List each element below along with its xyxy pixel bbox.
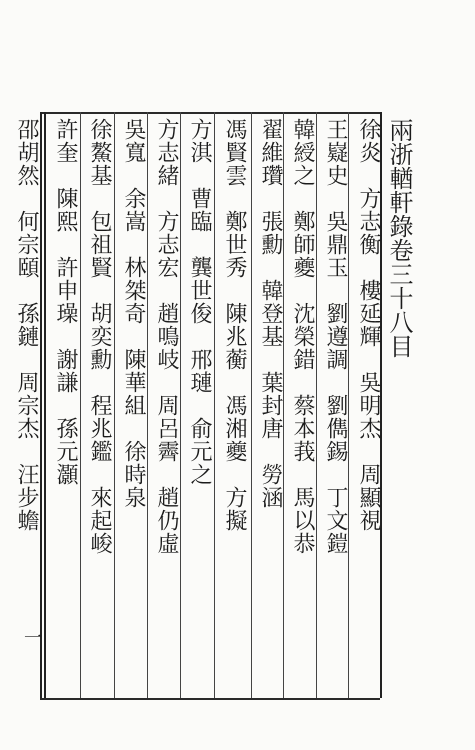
name-entry: 許申璪 <box>53 256 78 325</box>
name-entry: 龔世俊 <box>187 256 212 325</box>
name-entry: 許奎 <box>53 118 78 164</box>
name-entry: 何宗頤 <box>14 210 39 279</box>
name-entry: 吳明杰 <box>356 371 381 440</box>
name-entry: 劉儁錫 <box>323 394 348 463</box>
name-entry: 鄭世秀 <box>222 210 247 279</box>
name-entry: 丁文鎧 <box>323 486 348 555</box>
name-entry: 邢璉 <box>187 348 212 394</box>
name-entry: 來起峻 <box>87 486 112 555</box>
name-entry: 趙鳴岐 <box>154 302 179 371</box>
name-entry: 陳華組 <box>121 348 146 417</box>
name-entry: 汪步蟾 <box>14 463 39 532</box>
name-entry: 吳寬 <box>121 118 146 164</box>
name-column <box>115 118 151 688</box>
name-entry: 孫元灝 <box>53 417 78 486</box>
name-entry: 陳兆蘅 <box>222 302 247 371</box>
name-entry: 方志宏 <box>154 210 179 279</box>
name-column <box>317 118 353 688</box>
name-entry: 翟維瓚 <box>258 118 283 187</box>
name-column <box>10 118 44 688</box>
name-entry: 林桀奇 <box>121 256 146 325</box>
name-column <box>252 118 288 688</box>
name-entry: 韓登基 <box>258 279 283 348</box>
name-entry: 曹臨 <box>187 187 212 233</box>
name-entry: 徐鰲基 <box>87 118 112 187</box>
name-entry: 馬以恭 <box>290 486 315 555</box>
name-entry: 韓綬之 <box>290 118 315 187</box>
name-entry: 樓延輝 <box>356 279 381 348</box>
name-entry: 方淇 <box>187 118 212 164</box>
name-entry: 趙仍虛 <box>154 486 179 555</box>
column-rule <box>44 112 46 698</box>
name-column <box>47 118 83 688</box>
name-entry: 沈榮錯 <box>290 302 315 371</box>
name-entry: 俞元之 <box>187 417 212 486</box>
name-entry: 馮賢雲 <box>222 118 247 187</box>
name-entry: 陳熙 <box>53 187 78 233</box>
name-entry: 張勳 <box>258 210 283 256</box>
name-entry: 鄭師夔 <box>290 210 315 279</box>
name-entry: 孫鏈 <box>14 302 39 348</box>
name-entry: 馮湘夔 <box>222 394 247 463</box>
name-entry: 吳鼎玉 <box>323 210 348 279</box>
name-entry: 邵胡然 <box>14 118 39 187</box>
name-column <box>181 118 217 688</box>
name-entry: 葉封唐 <box>258 371 283 440</box>
name-column <box>81 118 117 688</box>
name-entry: 胡奕勳 <box>87 302 112 371</box>
name-column <box>148 118 184 688</box>
name-column <box>284 118 320 688</box>
name-entry: 方擬 <box>222 486 247 532</box>
name-entry: 徐炎 <box>356 118 381 164</box>
name-entry: 劉遵調 <box>323 302 348 371</box>
name-entry: 方志衡 <box>356 187 381 256</box>
volume-title: 兩浙輶軒錄卷三十八目 <box>385 118 413 358</box>
name-column <box>216 118 252 688</box>
page-number: 一 <box>24 628 42 649</box>
name-entry: 王嶷史 <box>323 118 348 187</box>
name-entry: 勞涵 <box>258 463 283 509</box>
name-entry: 周宗杰 <box>14 371 39 440</box>
name-entry: 謝謙 <box>53 348 78 394</box>
name-entry: 包祖賢 <box>87 210 112 279</box>
name-entry: 周呂霽 <box>154 394 179 463</box>
name-entry: 周顯視 <box>356 463 381 532</box>
name-entry: 余嵩 <box>121 187 146 233</box>
name-entry: 程兆鑑 <box>87 394 112 463</box>
name-entry: 徐時泉 <box>121 440 146 509</box>
name-column <box>350 118 386 688</box>
name-entry: 蔡本莪 <box>290 394 315 463</box>
name-entry: 方志緒 <box>154 118 179 187</box>
